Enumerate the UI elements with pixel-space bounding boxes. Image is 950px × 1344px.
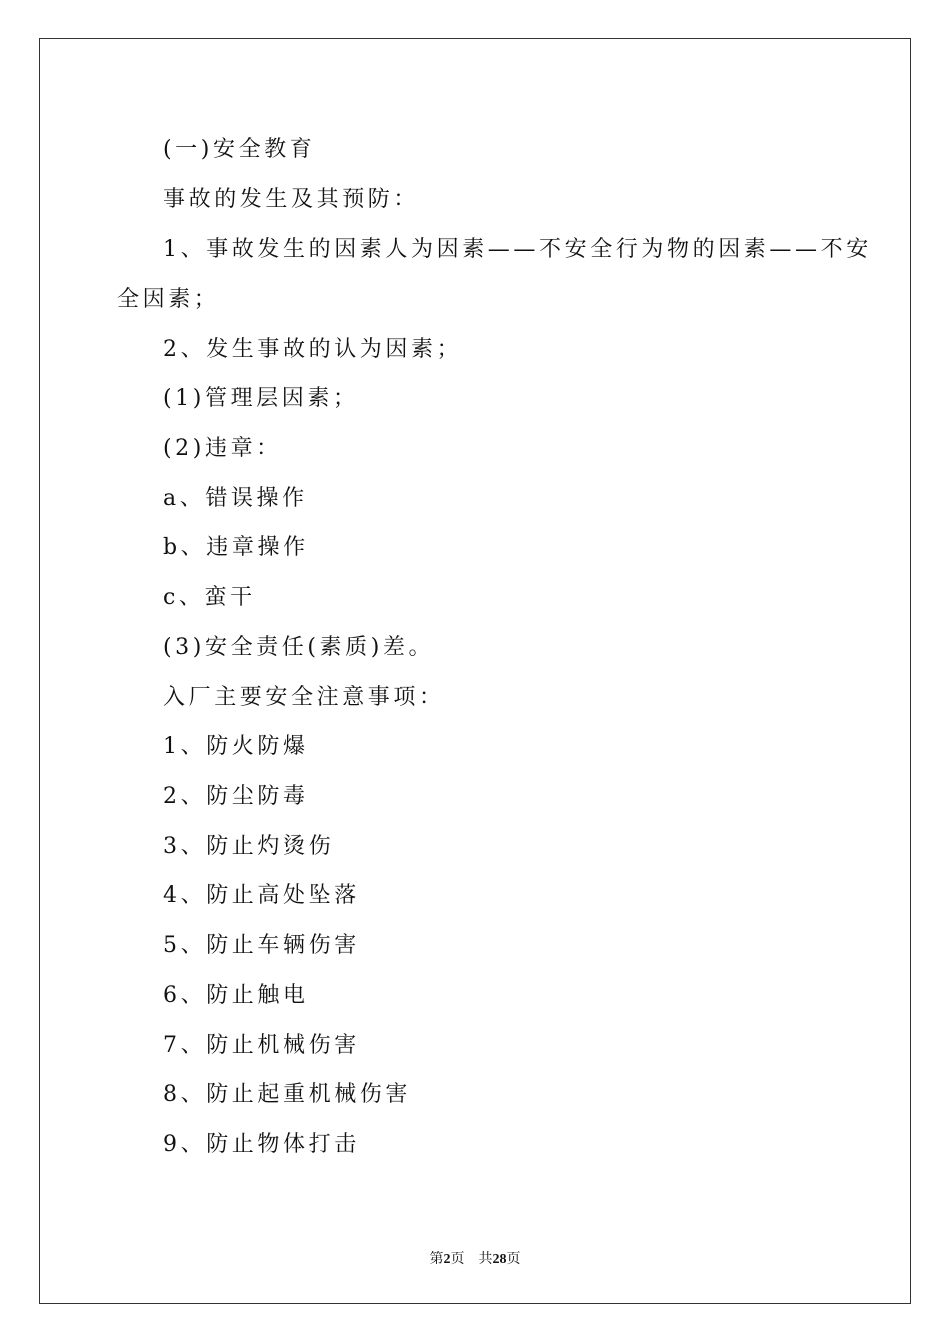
footer-prefix: 第 [429, 1252, 444, 1267]
paragraph: 事故的发生及其预防： [163, 187, 420, 212]
list-item: 9、防止物体打击 [163, 1132, 360, 1157]
list-item: (3)安全责任(素质)差。 [163, 635, 435, 660]
footer-total-pages: 28 [492, 1252, 507, 1267]
list-item: (1)管理层因素； [163, 386, 359, 411]
list-item: 2、防尘防毒 [163, 784, 309, 809]
list-item: 4、防止高处坠落 [163, 883, 360, 908]
list-item: 8、防止起重机械伤害 [163, 1082, 411, 1107]
footer-total-suffix: 页 [506, 1252, 521, 1267]
list-item: (2)违章： [163, 436, 282, 461]
paragraph-continuation: 全因素； [117, 287, 220, 312]
footer-page-number: 2 [443, 1252, 451, 1267]
list-item: 5、防止车辆伤害 [163, 933, 360, 958]
section-heading: (一)安全教育 [163, 137, 316, 162]
page-footer [0, 1248, 950, 1268]
list-item: 6、防止触电 [163, 983, 309, 1008]
footer-page-suffix: 页 [450, 1252, 465, 1267]
paragraph: 1、事故发生的因素人为因素——不安全行为物的因素——不安 [163, 237, 872, 262]
list-item: 3、防止灼烫伤 [163, 834, 335, 859]
page-frame [39, 38, 911, 1304]
list-item: b、违章操作 [163, 535, 309, 560]
list-item: 7、防止机械伤害 [163, 1033, 360, 1058]
footer-total-prefix: 共 [478, 1252, 493, 1267]
list-item: 1、防火防爆 [163, 734, 309, 759]
paragraph: 2、发生事故的认为因素； [163, 337, 463, 362]
list-item: c、蛮干 [163, 585, 256, 610]
paragraph: 入厂主要安全注意事项： [163, 685, 445, 710]
list-item: a、错误操作 [163, 486, 308, 511]
